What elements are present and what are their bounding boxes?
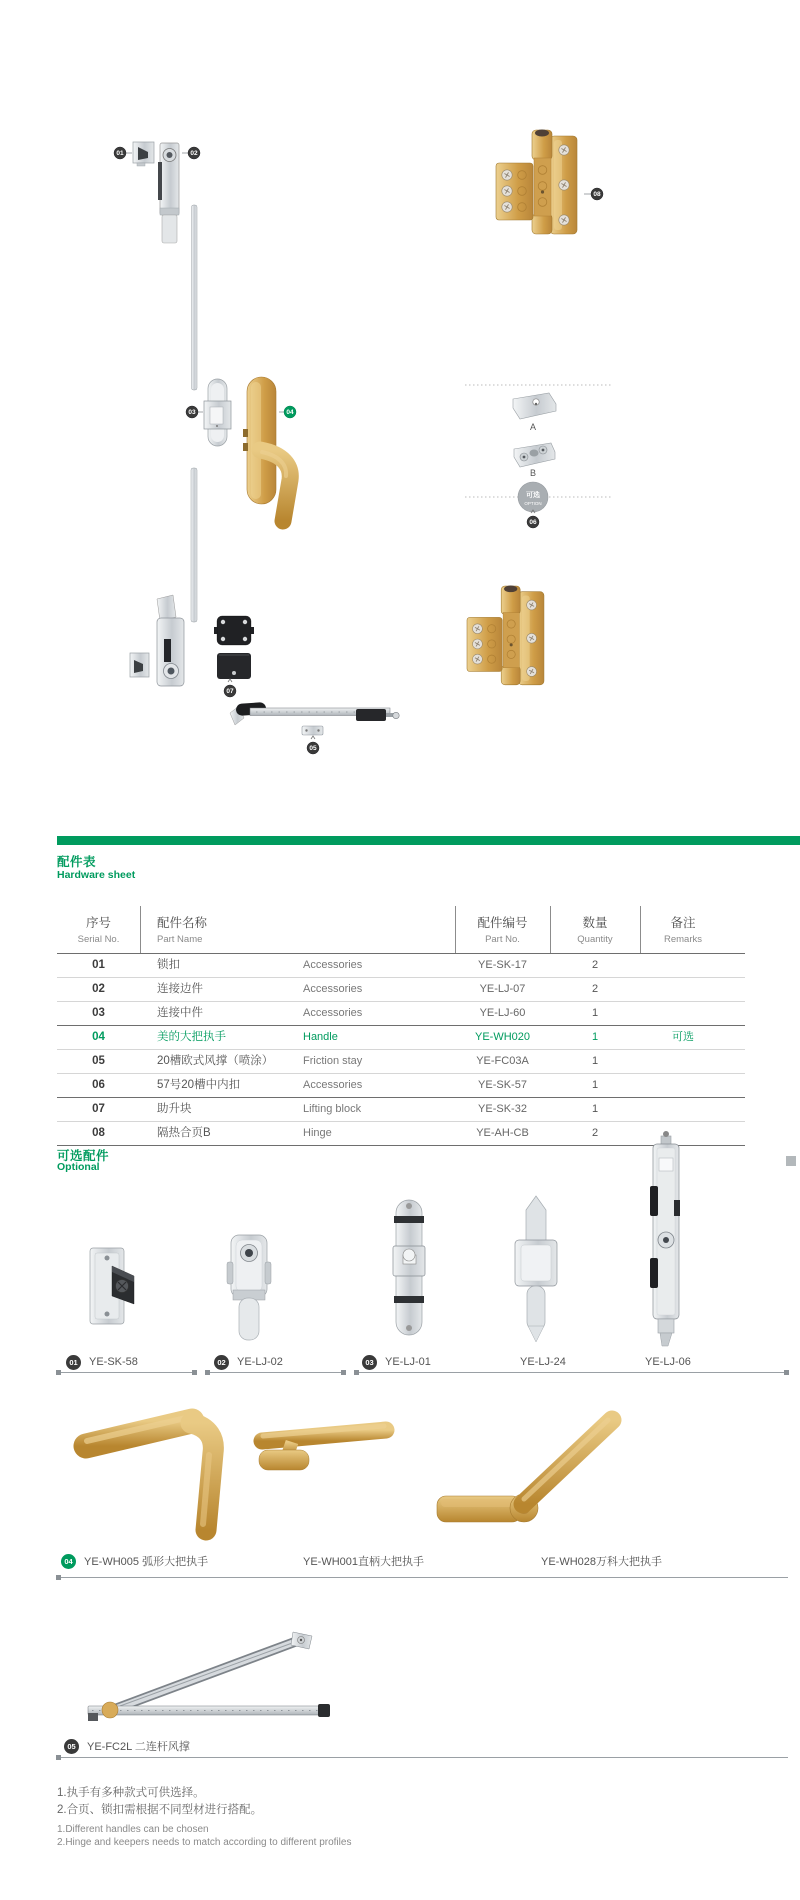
- note-cn-1: 1.执手有多种款式可供选择。: [57, 1787, 205, 1799]
- item-number-badge: 04: [61, 1554, 76, 1569]
- svg-text:可选: 可选: [526, 492, 540, 499]
- part-a-plate: [513, 393, 556, 419]
- col-divider: [140, 906, 141, 953]
- part-a-label: A: [529, 422, 537, 432]
- item-number-badge: 01: [66, 1355, 81, 1370]
- optional-title-cn: 可选配件: [57, 1149, 110, 1163]
- optional-parts-artwork: [0, 1100, 800, 1800]
- col-header-serial: 序号 Serial No.: [77, 916, 120, 945]
- part-image-ye-lj-24: [515, 1196, 557, 1342]
- optional-title-en: Optional: [57, 1161, 100, 1173]
- exploded-diagram: [0, 0, 800, 830]
- optional-item-ye-lj-01: [362, 1354, 431, 1370]
- part-number-label: YE-LJ-02: [237, 1356, 283, 1368]
- note-en-2: 2.Hinge and keepers needs to match according to different profiles: [57, 1837, 352, 1848]
- optional-item-ye-wh028: [541, 1553, 662, 1569]
- svg-text:OPTION: OPTION: [524, 501, 542, 506]
- col-header-name: 配件名称 Part Name: [157, 916, 208, 945]
- part-number-label: YE-WH005 弧形大把执手: [84, 1556, 209, 1568]
- part-b-label: B: [529, 468, 537, 478]
- part-image-ye-wh001: [259, 1426, 386, 1470]
- table-row-07: 07 助升块 Lifting block YE-SK-32 1: [92, 1103, 599, 1115]
- optional-item-ye-fc2l: [64, 1738, 190, 1754]
- part-rod-lower: [191, 468, 197, 622]
- col-header-remarks: 备注 Remarks: [663, 916, 702, 945]
- note-en-1: 1.Different handles can be chosen: [57, 1824, 209, 1835]
- part-image-ye-wh028: [437, 1420, 612, 1522]
- part-number-label: YE-LJ-01: [385, 1356, 431, 1368]
- part-friction-stay-small: [230, 702, 399, 735]
- underline: [355, 1372, 788, 1373]
- part-lock-bottom: [157, 595, 184, 686]
- underline: [57, 1757, 788, 1758]
- part-image-ye-lj-01: [393, 1200, 425, 1335]
- callout-03: [186, 406, 203, 418]
- part-image-ye-lj-06: [650, 1131, 680, 1346]
- part-lock-top: [158, 143, 179, 243]
- part-image-ye-wh005: [86, 1417, 213, 1530]
- item-number-badge: 05: [64, 1739, 79, 1754]
- col-header-partno: 配件编号 Part No.: [477, 916, 528, 945]
- part-number-label: YE-LJ-24: [520, 1356, 566, 1368]
- svg-text:02: 02: [190, 150, 198, 158]
- part-image-ye-lj-02: [227, 1235, 271, 1340]
- col-header-qty: 数量 Quantity: [577, 916, 613, 945]
- optional-item-ye-wh001: [303, 1553, 424, 1569]
- callout-04: [279, 406, 296, 418]
- underline: [57, 1577, 788, 1578]
- underline: [57, 1372, 196, 1373]
- part-lifting-block-2: [217, 653, 251, 679]
- hardware-sheet-title-en: Hardware sheet: [57, 869, 136, 881]
- section-divider-bar: [57, 836, 800, 845]
- callout-01: [114, 147, 132, 159]
- table-row-05: 05 20槽欧式风撑（喷涂） Friction stay YE-FC03A 1: [92, 1055, 599, 1067]
- table-row-06: 06 57号20槽中内扣 Accessories YE-SK-57 1: [92, 1079, 599, 1091]
- part-handle-gold: [243, 377, 290, 521]
- svg-text:01: 01: [116, 150, 124, 158]
- note-cn-2: 2.合页、锁扣需根据不同型材进行搭配。: [57, 1804, 263, 1816]
- optional-item-ye-sk-58: [66, 1354, 138, 1370]
- part-number-label: YE-SK-58: [89, 1356, 138, 1368]
- table-row-08: 08 隔热合页B Hinge YE-AH-CB 2: [92, 1127, 599, 1139]
- part-number-label: YE-FC2L 二连杆风撑: [87, 1741, 190, 1753]
- svg-text:03: 03: [188, 409, 196, 417]
- part-keeper-bottom: [130, 653, 149, 677]
- table-row-03: 03 连接中件 Accessories YE-LJ-60 1: [92, 1007, 599, 1019]
- svg-text:05: 05: [309, 745, 317, 753]
- svg-text:06: 06: [529, 519, 537, 527]
- part-number-label: YE-WH028万科大把执手: [541, 1556, 663, 1568]
- optional-item-ye-lj-06: [645, 1354, 691, 1370]
- part-lifting-block-1: [214, 616, 254, 645]
- optional-item-ye-lj-24: [520, 1354, 566, 1370]
- optional-item-ye-wh005: [61, 1553, 208, 1569]
- part-number-label: YE-WH001直柄大把执手: [303, 1556, 425, 1568]
- callout-05: [307, 736, 319, 754]
- svg-text:04: 04: [286, 409, 294, 417]
- hardware-sheet-title-cn: 配件表: [57, 855, 97, 869]
- table-row-04-highlight: 04 美的大把执手 Handle YE-WH020 1 可选: [92, 1031, 694, 1043]
- underline: [206, 1372, 345, 1373]
- callout-08: [584, 188, 603, 200]
- item-number-badge: 02: [214, 1355, 229, 1370]
- table-row-01: 01 锁扣 Accessories YE-SK-17 2: [92, 959, 599, 971]
- part-keeper-top: [133, 142, 154, 166]
- part-hinge-top: [496, 130, 577, 235]
- callout-02: [182, 147, 200, 159]
- part-number-label: YE-LJ-06: [645, 1356, 691, 1368]
- svg-text:08: 08: [593, 191, 601, 199]
- part-b-plate: [514, 443, 555, 467]
- part-lock-middle: [204, 379, 231, 446]
- callout-06: [527, 510, 539, 528]
- item-number-badge: 03: [362, 1355, 377, 1370]
- part-rod-upper: [192, 205, 198, 390]
- part-image-ye-fc2l: [88, 1632, 330, 1721]
- part-image-ye-sk-58: [90, 1248, 134, 1324]
- callout-07: [224, 679, 236, 697]
- table-row-02: 02 连接边件 Accessories YE-LJ-07 2: [92, 983, 599, 995]
- svg-text:07: 07: [226, 688, 234, 696]
- option-marker: [518, 482, 548, 512]
- optional-item-ye-lj-02: [214, 1354, 283, 1370]
- part-hinge-bottom: [467, 586, 544, 685]
